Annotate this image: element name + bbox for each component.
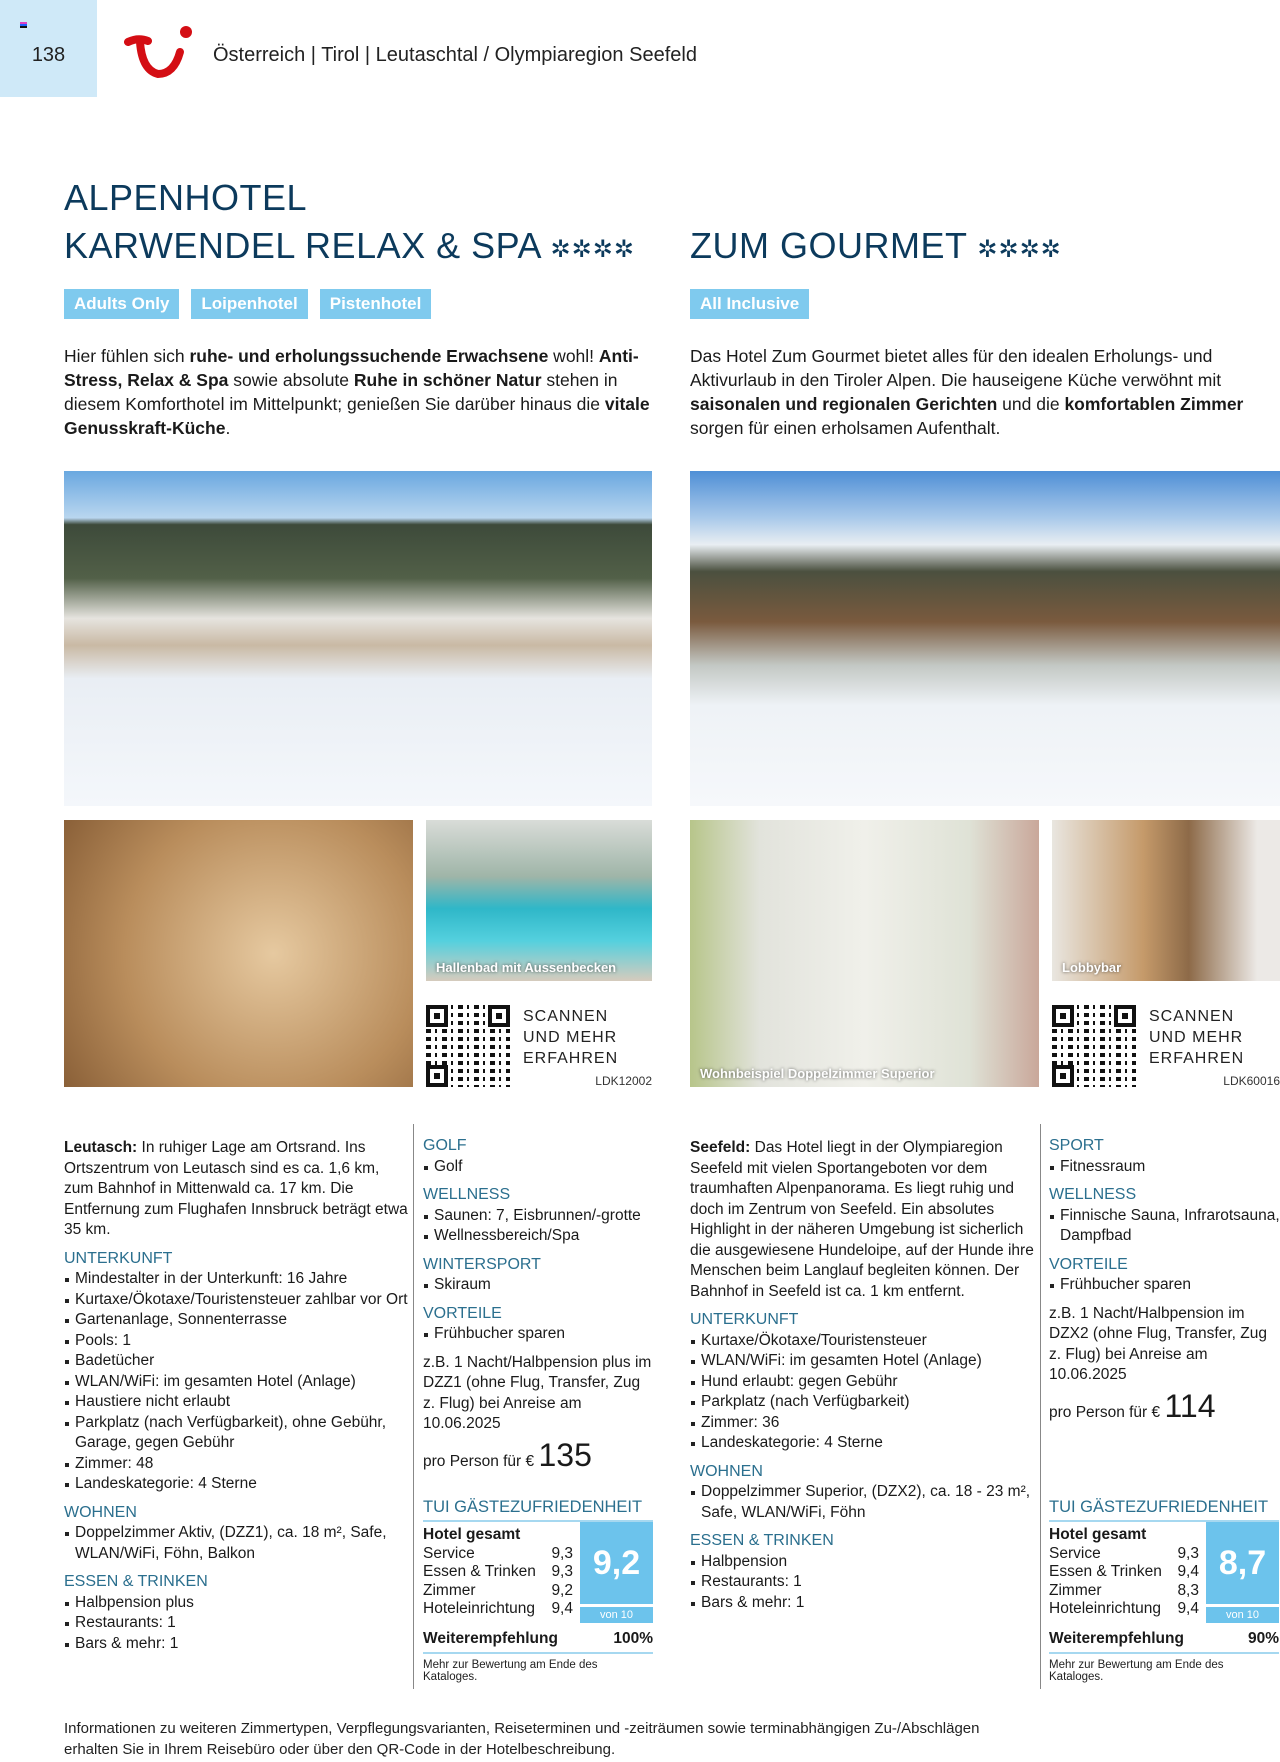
overall-score: 9,2	[580, 1522, 653, 1604]
rating-value: 8,3	[1177, 1581, 1199, 1599]
section-heading: WINTERSPORT	[423, 1255, 541, 1273]
rating-row	[423, 1582, 573, 1601]
rating-value: 9,4	[1177, 1563, 1199, 1580]
badge-list	[64, 289, 431, 319]
rating-label: Zimmer	[423, 1581, 476, 1599]
rating-row	[1049, 1545, 1199, 1564]
hotel-main-photo	[64, 471, 652, 806]
intro-segment: Ruhe in schöner Natur	[353, 370, 542, 390]
rating-label: Service	[423, 1544, 475, 1562]
title-text: ZUM GOURMET	[690, 225, 967, 266]
sauna-photo	[64, 820, 413, 1087]
list-item: Landeskategorie: 4 Sterne	[64, 1474, 409, 1495]
title-line	[64, 222, 635, 270]
hotel-title	[690, 222, 1062, 270]
list-item: Hund erlaubt: gegen Gebühr	[690, 1372, 1035, 1393]
column-divider	[413, 1124, 414, 1689]
list-item: Kurtaxe/Ökotaxe/Touristensteuer zahlbar vor Ort	[64, 1290, 409, 1311]
details-column	[423, 1128, 653, 1472]
rating-row	[1049, 1563, 1199, 1582]
section-heading: ESSEN & TRINKEN	[690, 1532, 834, 1549]
rating-value: 9,3	[1177, 1544, 1199, 1562]
list-item: Doppelzimmer Aktiv, (DZZ1), ca. 18 m², Safe, WLAN/WiFi, Föhn, Balkon	[64, 1523, 409, 1564]
rating-label: Zimmer	[1049, 1581, 1102, 1599]
recommendation-row	[1049, 1630, 1279, 1654]
intro-segment: stehen in diesem Komforthotel im Mittelpunkt; genießen Sie darüber hinaus die	[64, 370, 618, 414]
rating-label: Essen & Trinken	[1049, 1563, 1162, 1580]
list-item: Zimmer: 36	[690, 1413, 1035, 1434]
recommend-label: Weiterempfehlung	[423, 1630, 558, 1647]
rating-label: Essen & Trinken	[423, 1563, 536, 1580]
rating-value: 9,3	[551, 1563, 573, 1580]
rating-label: Service	[1049, 1544, 1101, 1562]
section-heading: WELLNESS	[1049, 1186, 1137, 1203]
feature-badge: Loipenhotel	[191, 289, 307, 319]
list-item: Finnische Sauna, Infrarotsauna, Dampfbad	[1049, 1206, 1280, 1247]
rating-value: 9,4	[1177, 1600, 1199, 1617]
rating-value: 9,3	[551, 1544, 573, 1562]
feature-badge: Pistenhotel	[320, 289, 432, 319]
recommend-label: Weiterempfehlung	[1049, 1630, 1184, 1647]
recommendation-row	[423, 1630, 653, 1654]
rating-row	[423, 1600, 573, 1619]
title-line	[64, 174, 635, 222]
qr-code[interactable]	[1052, 1005, 1136, 1087]
rating-heading: TUI GÄSTEZUFRIEDENHEIT	[423, 1498, 653, 1522]
print-color-mark	[20, 22, 27, 28]
rating-block	[423, 1498, 653, 1683]
title-line	[690, 222, 1062, 270]
score-box	[580, 1522, 653, 1623]
price-prefix: pro Person für €	[423, 1452, 535, 1470]
hotel-intro	[64, 344, 664, 440]
list-item: Saunen: 7, Eisbrunnen/-grotte	[423, 1206, 653, 1227]
qr-code[interactable]	[426, 1005, 510, 1087]
rating-overall-label: Hotel gesamt	[1049, 1526, 1147, 1543]
location-description: Das Hotel liegt in der Olympiaregion Seefeld mit vielen Sportangeboten vor dem traumhaften Alpenpanorama. Es liegt ruhig und doch im Zentrum von Seefeld. Ein absolutes Highlight in der näheren Umgebung ist sicherlich die ausgewiesene Hundeloipe, auf der Hunde ihre Menschen beim Langlauf begleiten können. Der Bahnhof in Seefeld ist ca. 1 km entfernt.	[690, 1139, 1034, 1300]
price-line	[423, 1436, 653, 1473]
rating-row	[1049, 1582, 1199, 1601]
list-item: Restaurants: 1	[64, 1613, 409, 1634]
score-scale: von 10	[1206, 1607, 1279, 1623]
section-heading: WELLNESS	[423, 1186, 511, 1203]
feature-badge: Adults Only	[64, 289, 179, 319]
rating-value: 9,2	[551, 1581, 573, 1599]
intro-segment: Anti-Stress, Relax & Spa	[64, 346, 639, 390]
section-heading: GOLF	[423, 1137, 467, 1154]
column-divider	[1040, 1124, 1041, 1689]
intro-segment: wohl!	[548, 346, 599, 366]
scan-text	[523, 1006, 618, 1069]
feature-badge: All Inclusive	[690, 289, 809, 319]
list-item: Zimmer: 48	[64, 1454, 409, 1475]
section-heading: VORTEILE	[423, 1304, 502, 1322]
section-heading: SPORT	[1049, 1137, 1104, 1154]
footer-line: erhalten Sie in Ihrem Reisebüro oder über den QR-Code in der Hotelbeschreibung.	[64, 1741, 616, 1758]
title-text: KARWENDEL RELAX & SPA	[64, 225, 541, 266]
section-heading: WOHNEN	[64, 1503, 137, 1521]
overall-score: 8,7	[1206, 1522, 1279, 1604]
list-item: Gartenanlage, Sonnenterrasse	[64, 1310, 409, 1331]
rating-row	[1049, 1600, 1199, 1619]
pool-photo	[426, 820, 652, 981]
rating-row	[423, 1563, 573, 1582]
rating-heading: TUI GÄSTEZUFRIEDENHEIT	[1049, 1498, 1279, 1522]
location-label: Leutasch:	[64, 1139, 138, 1156]
section-heading: WOHNEN	[690, 1462, 763, 1480]
list-item: Golf	[423, 1157, 653, 1178]
scan-line: UND MEHR	[523, 1029, 618, 1046]
rating-table	[1049, 1526, 1279, 1630]
intro-segment: sorgen für einen erholsamen Aufenthalt.	[690, 418, 1001, 438]
photo-caption: Hallenbad mit Aussenbecken	[436, 960, 617, 975]
rating-value: 9,4	[551, 1600, 573, 1617]
hotel-main-photo	[690, 471, 1280, 806]
list-item: Restaurants: 1	[690, 1572, 1035, 1593]
list-item: Parkplatz (nach Verfügbarkeit)	[690, 1392, 1035, 1413]
location-text	[64, 1138, 409, 1241]
list-item: Haustiere nicht erlaubt	[64, 1392, 409, 1413]
intro-segment: sowie absolute	[228, 370, 354, 390]
list-item: Mindestalter in der Unterkunft: 16 Jahre	[64, 1269, 409, 1290]
recommend-value: 100%	[613, 1630, 653, 1647]
offer-text: z.B. 1 Nacht/Halbpension im DZX2 (ohne Flug, Transfer, Zug z. Flug) bei Anreise am 10.06.2025	[1049, 1304, 1267, 1383]
details-column	[690, 1138, 1035, 1613]
list-item: Bars & mehr: 1	[64, 1634, 409, 1655]
intro-segment: .	[225, 418, 231, 438]
list-item: Parkplatz (nach Verfügbarkeit), ohne Gebühr, Garage, gegen Gebühr	[64, 1413, 409, 1454]
list-item: Halbpension plus	[64, 1593, 409, 1614]
list-item: Skiraum	[423, 1275, 653, 1296]
page-number: 138	[31, 44, 66, 66]
intro-segment: ruhe- und erholungssuchende Erwachsene	[189, 346, 549, 366]
rating-more-note: Mehr zur Bewertung am Ende des Kataloges.	[1049, 1659, 1224, 1683]
list-item: Kurtaxe/Ökotaxe/Touristensteuer	[690, 1331, 1035, 1352]
rating-block	[1049, 1498, 1279, 1683]
list-item: Halbpension	[690, 1552, 1035, 1573]
list-item: Badetücher	[64, 1351, 409, 1372]
catalog-code: LDK12002	[595, 1074, 652, 1088]
price-line	[1049, 1387, 1280, 1424]
section-heading: ESSEN & TRINKEN	[64, 1573, 208, 1590]
star-rating-icon: ✲✲✲✲	[977, 236, 1062, 263]
intro-segment: und die	[997, 394, 1065, 414]
score-scale: von 10	[580, 1607, 653, 1623]
intro-segment: komfortablen Zimmer	[1064, 394, 1244, 414]
recommend-value: 90%	[1247, 1630, 1279, 1647]
list-item: Doppelzimmer Superior, (DZX2), ca. 18 - 23 m², Safe, WLAN/WiFi, Föhn	[690, 1482, 1035, 1523]
location-label: Seefeld:	[690, 1139, 751, 1156]
list-item: Wellnessbereich/Spa	[423, 1226, 653, 1247]
offer-text: z.B. 1 Nacht/Halbpension plus im DZZ1 (ohne Flug, Transfer, Zug z. Flug) bei Anreise am 10.06.2025	[423, 1353, 652, 1432]
rating-row	[423, 1545, 573, 1564]
footer-line: Informationen zu weiteren Zimmertypen, Verpflegungsvarianten, Reiseterminen und -zeiträumen sowie terminabhängigen Zu-/Abschlägen	[64, 1720, 980, 1737]
scan-text	[1149, 1006, 1244, 1069]
details-column	[1049, 1128, 1280, 1423]
location-description: In ruhiger Lage am Ortsrand. Ins Ortszentrum von Leutasch sind es ca. 1,6 km, zum Bahnhof in Mittenwald ca. 17 km. Die Entfernung zum Flughafen Innsbruck beträgt etwa 35 km.	[64, 1139, 408, 1238]
price-prefix: pro Person für €	[1049, 1403, 1161, 1421]
hotel-intro	[690, 344, 1280, 440]
room-photo	[690, 820, 1039, 1087]
list-item: Landeskategorie: 4 Sterne	[690, 1433, 1035, 1454]
rating-label: Hoteleinrichtung	[423, 1600, 536, 1617]
rating-table	[423, 1526, 653, 1630]
list-item: Bars & mehr: 1	[690, 1593, 1035, 1614]
price-value: 135	[538, 1436, 592, 1473]
details-column	[64, 1138, 409, 1654]
hotel-title	[64, 174, 635, 270]
footer-note	[64, 1718, 980, 1760]
scan-line: ERFAHREN	[523, 1050, 619, 1067]
list-item: Fitnessraum	[1049, 1157, 1280, 1178]
intro-segment: saisonalen und regionalen Gerichten	[690, 394, 998, 414]
list-item: Frühbucher sparen	[423, 1324, 653, 1345]
scan-line: SCANNEN	[523, 1008, 609, 1025]
lobby-photo	[1052, 820, 1280, 981]
section-heading: UNTERKUNFT	[690, 1311, 799, 1328]
location-text	[690, 1138, 1035, 1302]
star-rating-icon: ✲✲✲✲	[550, 236, 635, 263]
intro-segment: Das Hotel Zum Gourmet bietet alles für den idealen Erholungs- und Aktivurlaub in den Tiroler Alpen. Die hauseigene Küche verwöhnt mit	[690, 346, 1222, 390]
scan-line: UND MEHR	[1149, 1029, 1244, 1046]
scan-line: ERFAHREN	[1149, 1050, 1245, 1067]
rating-label: Hoteleinrichtung	[1049, 1600, 1162, 1617]
photo-caption: Lobbybar	[1062, 960, 1122, 975]
rating-overall-label: Hotel gesamt	[423, 1526, 521, 1543]
section-heading: UNTERKUNFT	[64, 1249, 173, 1267]
list-item: WLAN/WiFi: im gesamten Hotel (Anlage)	[690, 1351, 1035, 1372]
catalog-code: LDK60016	[1223, 1074, 1280, 1088]
tui-logo-icon	[124, 24, 194, 80]
intro-segment: Hier fühlen sich	[64, 346, 190, 366]
list-item: Frühbucher sparen	[1049, 1275, 1280, 1296]
intro-segment: vitale Genusskraft-Küche	[64, 394, 650, 438]
title-text: ALPENHOTEL	[64, 177, 308, 218]
photo-caption: Wohnbeispiel Doppelzimmer Superior	[700, 1066, 935, 1081]
score-box	[1206, 1522, 1279, 1623]
rating-more-note: Mehr zur Bewertung am Ende des Kataloges.	[423, 1659, 598, 1683]
list-item: WLAN/WiFi: im gesamten Hotel (Anlage)	[64, 1372, 409, 1393]
price-value: 114	[1164, 1387, 1216, 1424]
list-item: Pools: 1	[64, 1331, 409, 1352]
section-heading: VORTEILE	[1049, 1255, 1128, 1273]
badge-list	[690, 289, 809, 319]
breadcrumb: Österreich | Tirol | Leutaschtal / Olympiaregion Seefeld	[213, 44, 697, 66]
scan-line: SCANNEN	[1149, 1008, 1235, 1025]
